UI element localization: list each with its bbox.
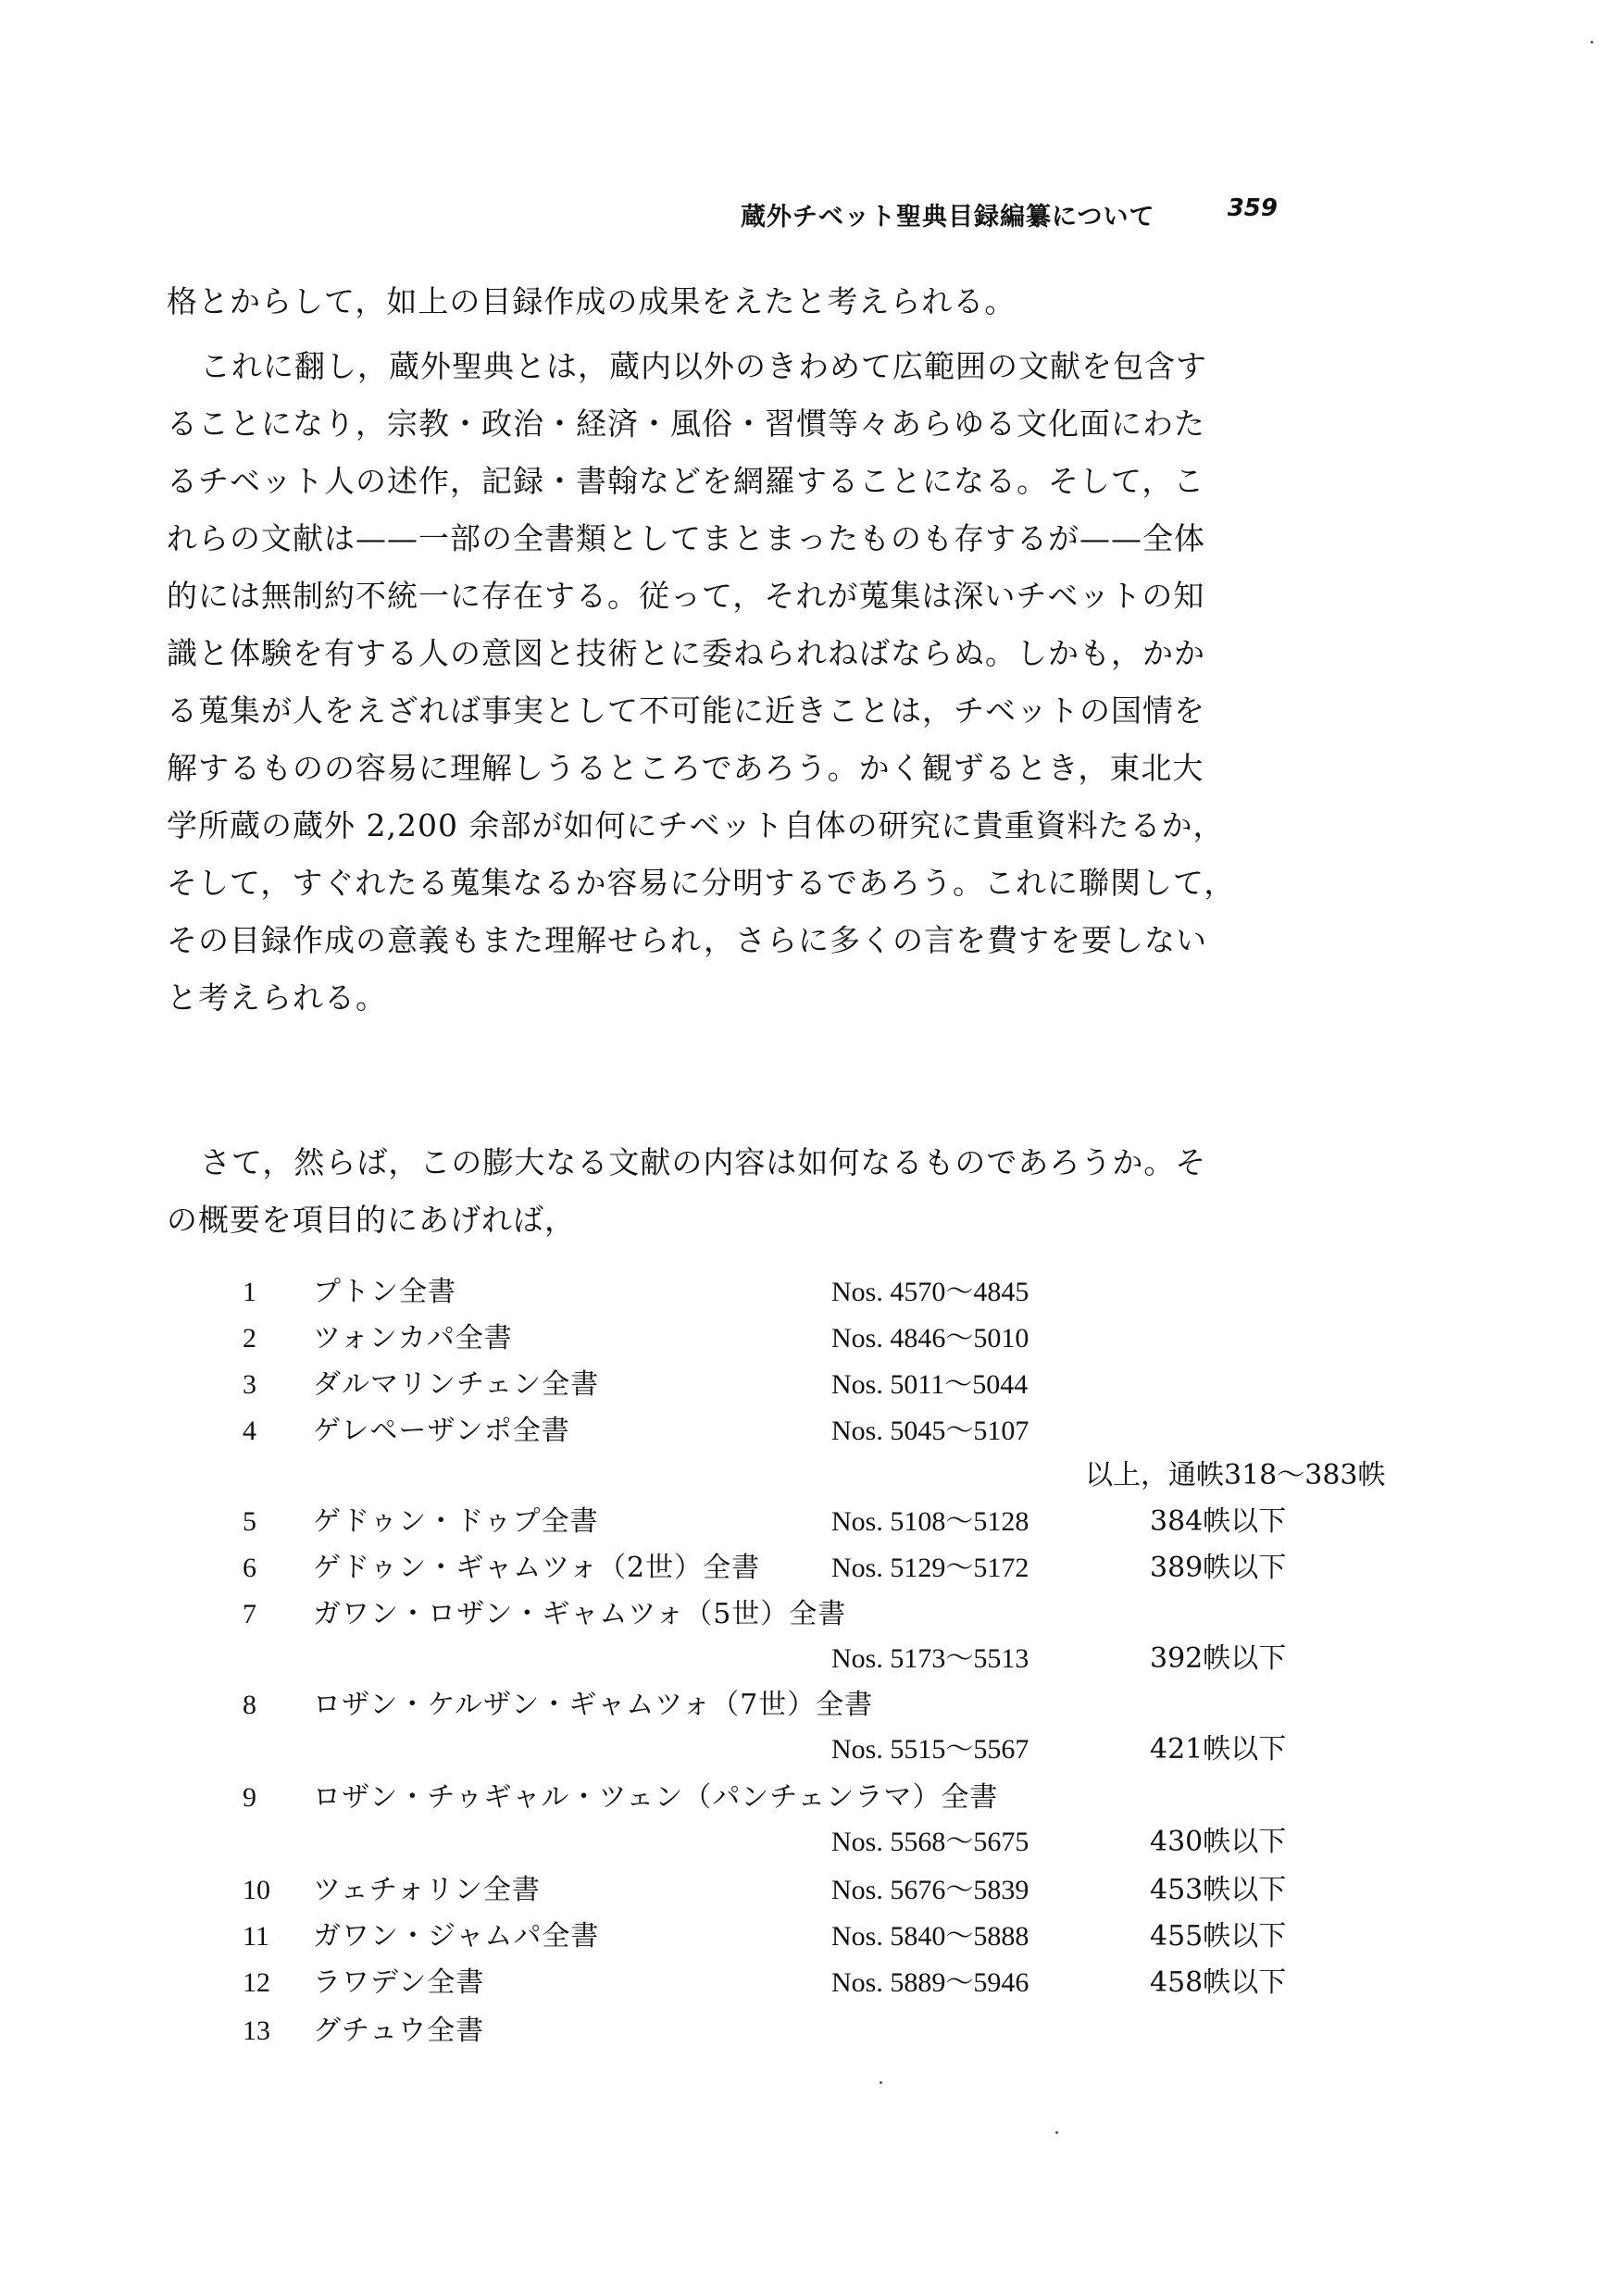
item-range: Nos. 5045〜5107 [831, 1416, 1029, 1446]
item-range: Nos. 5840〜5888 [831, 1921, 1029, 1952]
item-name: ツォンカパ全書 [313, 1322, 513, 1354]
list-item-continuation [243, 1728, 1335, 1772]
item-number: 12 [243, 1967, 270, 1998]
text-line: その目録作成の意義もまた理解せられ，さらに多くの言を費すを要しない [167, 922, 1207, 958]
item-range: Nos. 5129〜5172 [831, 1553, 1029, 1583]
item-range: Nos. 4570〜4845 [831, 1277, 1029, 1307]
item-number: 8 [243, 1690, 256, 1720]
text-line: れらの文献は——一部の全書類としてまとまったものも存するが——全体 [167, 520, 1205, 556]
page-number: 359 [1227, 194, 1278, 222]
item-name: ラワデン全書 [313, 1966, 485, 1999]
item-number: 6 [243, 1553, 256, 1583]
item-number: 9 [243, 1782, 256, 1813]
item-number: 10 [243, 1875, 270, 1905]
item-range: Nos. 5568〜5675 [831, 1827, 1029, 1857]
item-number: 2 [243, 1323, 256, 1354]
text-line: の概要を項目的にあげれば， [167, 1202, 576, 1238]
list-item [243, 1500, 1335, 1544]
text-line: そして，すぐれたる蒐集なるか容易に分明するであろう。これに聯関して， [167, 865, 1236, 901]
item-name: グチュウ全書 [313, 2015, 485, 2047]
list-item-continuation [243, 1637, 1335, 1681]
list-item-continuation [243, 1820, 1335, 1865]
text-line: 解するものの容易に理解しうるところであろう。かく観ずるとき，東北大 [167, 750, 1204, 786]
item-name: ロザン・チゥギャル・ツェン（パンチェンラマ）全書 [313, 1781, 999, 1814]
item-number: 11 [243, 1921, 269, 1952]
list-item [243, 1868, 1335, 1913]
item-range: Nos. 5889〜5946 [831, 1967, 1029, 1998]
item-volume: 389帙以下 [1150, 1552, 1287, 1584]
text-line: 学所蔵の蔵外 2,200 余部が如何にチベット自体の研究に貴重資料たるか， [167, 807, 1225, 843]
text-line: さて，然らば，この膨大なる文献の内容は如何なるものであろうか。そ [200, 1144, 1207, 1180]
list-item [243, 1683, 1335, 1728]
item-number: 4 [243, 1416, 256, 1446]
item-name: ゲドゥン・ドゥプ全書 [313, 1505, 599, 1538]
text-line: るチベット人の述作，記録・書翰などを網羅することになる。そして，こ [167, 463, 1205, 499]
list-item [243, 1270, 1335, 1315]
text-line: 的には無制約不統一に存在する。従って，それが蒐集は深いチベットの知 [167, 578, 1205, 614]
item-volume: 455帙以下 [1150, 1920, 1287, 1953]
item-volume: 458帙以下 [1150, 1966, 1287, 1999]
item-name: ゲレペーザンポ全書 [313, 1415, 570, 1447]
item-name: ガワン・ジャムパ全書 [313, 1920, 600, 1953]
text-line: と考えられる。 [167, 980, 387, 1016]
item-number: 5 [243, 1506, 256, 1537]
text-line: ることになり，宗教・政治・経済・風俗・習慣等々あらゆる文化面にわた [167, 406, 1205, 442]
list-item [243, 1363, 1335, 1407]
text-line: 格とからして，如上の目録作成の成果をえたと考えられる。 [167, 283, 1017, 319]
scan-speck [880, 2081, 882, 2084]
item-range: Nos. 5676〜5839 [831, 1875, 1029, 1905]
item-volume: 421帙以下 [1150, 1733, 1287, 1766]
item-volume: 392帙以下 [1150, 1642, 1287, 1675]
item-range: Nos. 5011〜5044 [831, 1369, 1029, 1400]
list-item [243, 1316, 1335, 1361]
item-number: 3 [243, 1369, 256, 1400]
item-range: Nos. 4846〜5010 [831, 1323, 1029, 1354]
list-item [243, 1961, 1335, 2005]
scan-speck [1055, 2131, 1058, 2134]
list-item [243, 1592, 1335, 1637]
volume-total: 以上，通帙318〜383帙 [1085, 1459, 1386, 1491]
item-name: ガワン・ロザン・ギャムツォ（5世）全書 [313, 1598, 847, 1630]
list-total [243, 1454, 1386, 1498]
list-item [243, 2009, 1335, 2053]
list-item [243, 1776, 1335, 1820]
item-volume: 384帙以下 [1150, 1505, 1287, 1538]
item-number: 7 [243, 1599, 256, 1629]
item-number: 1 [243, 1277, 256, 1307]
running-header [741, 196, 1278, 233]
item-volume: 430帙以下 [1150, 1826, 1287, 1858]
running-title: 蔵外チベット聖典目録編纂について [741, 203, 1155, 231]
text-line: これに翻し，蔵外聖典とは，蔵内以外のきわめて広範囲の文献を包含す [200, 348, 1207, 384]
list-item [243, 1409, 1335, 1454]
item-name: ゲドゥン・ギャムツォ（2世）全書 [313, 1552, 761, 1584]
list-item [243, 1546, 1335, 1591]
item-range: Nos. 5108〜5128 [831, 1506, 1029, 1537]
item-volume: 453帙以下 [1150, 1874, 1287, 1906]
text-line: る蒐集が人をえざれば事実として不可能に近きことは，チベットの国情を [167, 693, 1205, 729]
item-name: ロザン・ケルザン・ギャムツォ（7世）全書 [313, 1689, 874, 1721]
item-number: 13 [243, 2015, 270, 2046]
scan-speck [1591, 41, 1593, 44]
item-name: プトン全書 [313, 1276, 456, 1308]
text-line: 識と体験を有する人の意図と技術とに委ねられねばならぬ。しかも，かか [167, 635, 1205, 671]
item-range: Nos. 5515〜5567 [831, 1734, 1029, 1765]
item-name: ツェチォリン全書 [313, 1874, 541, 1906]
item-range: Nos. 5173〜5513 [831, 1643, 1029, 1674]
list-item [243, 1915, 1335, 1959]
item-name: ダルマリンチェン全書 [313, 1368, 600, 1401]
